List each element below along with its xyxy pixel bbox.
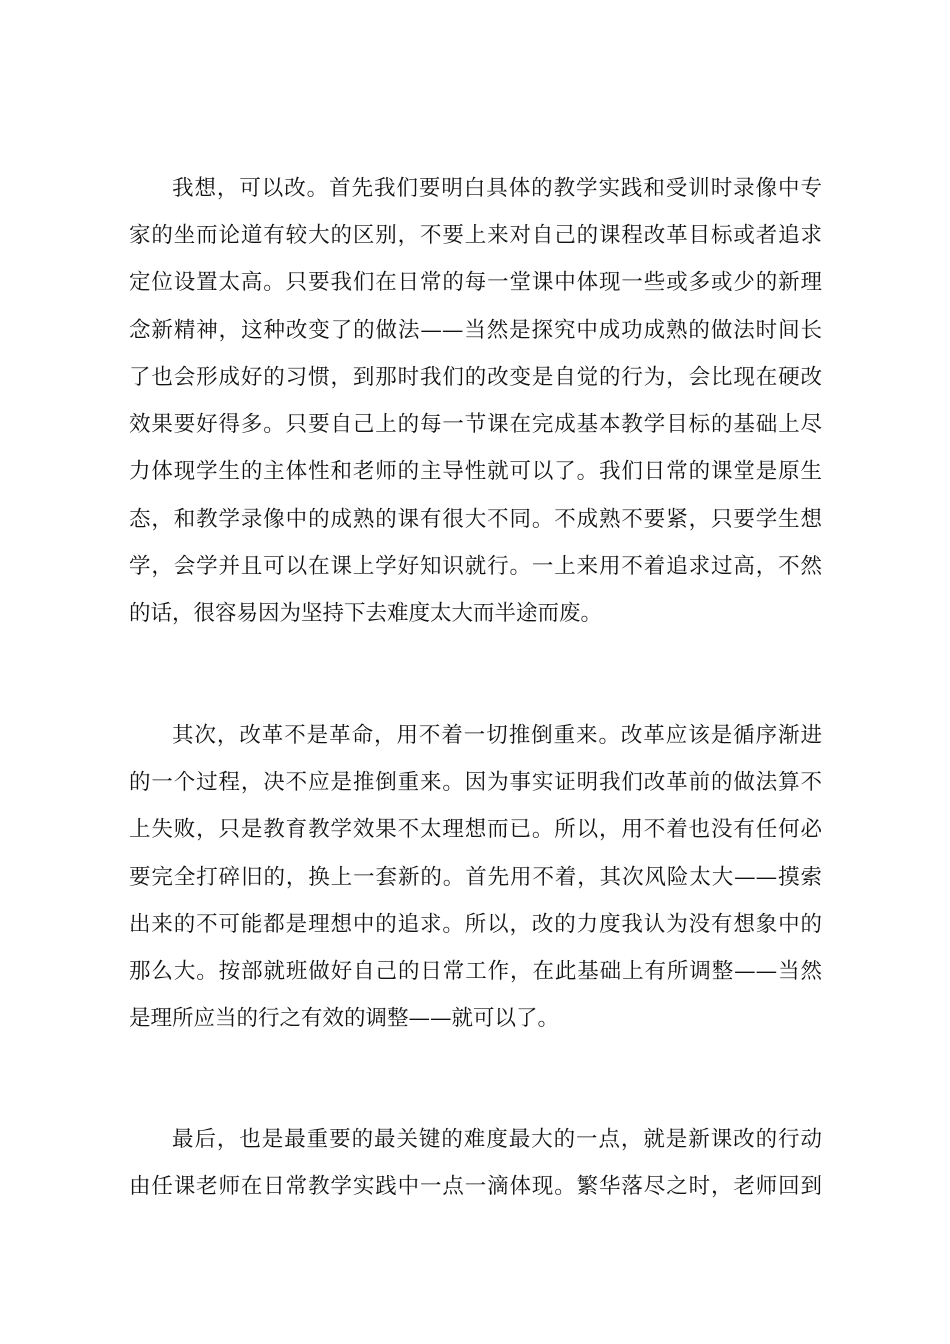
paragraph-line: 的话，很容易因为坚持下去难度太大而半途而废。 xyxy=(129,601,603,626)
paragraph-line: 要完全打碎旧的，换上一套新的。首先用不着，其次风险太大——摸索 xyxy=(129,865,822,890)
paragraph-line: 是理所应当的行之有效的调整——就可以了。 xyxy=(129,1006,560,1031)
paragraph-line: 我想，可以改。首先我们要明白具体的教学实践和受训时录像中专 xyxy=(172,176,822,201)
paragraph-line: 了也会形成好的习惯，到那时我们的改变是自觉的行为，会比现在硬改 xyxy=(129,365,822,390)
paragraph-line: 念新精神，这种改变了的做法——当然是探究中成功成熟的做法时间长 xyxy=(129,318,822,343)
paragraph-line: 最后，也是最重要的最关键的难度最大的一点，就是新课改的行动 xyxy=(172,1127,822,1152)
paragraph-line: 的一个过程，决不应是推倒重来。因为事实证明我们改革前的做法算不 xyxy=(129,770,822,795)
paragraph-line: 由任课老师在日常教学实践中一点一滴体现。繁华落尽之时，老师回到 xyxy=(129,1174,822,1199)
paragraph-line: 学，会学并且可以在课上学好知识就行。一上来用不着追求过高，不然 xyxy=(129,554,822,579)
paragraph-line: 那么大。按部就班做好自己的日常工作，在此基础上有所调整——当然 xyxy=(129,959,822,984)
paragraph-line: 定位设置太高。只要我们在日常的每一堂课中体现一些或多或少的新理 xyxy=(129,270,822,295)
paragraph-line: 家的坐而论道有较大的区别，不要上来对自己的课程改革目标或者追求 xyxy=(129,223,822,248)
paragraph-line: 力体现学生的主体性和老师的主导性就可以了。我们日常的课堂是原生 xyxy=(129,459,822,484)
paragraph-line: 态，和教学录像中的成熟的课有很大不同。不成熟不要紧，只要学生想 xyxy=(129,507,822,532)
paragraph-line: 上失败，只是教育教学效果不太理想而已。所以，用不着也没有任何必 xyxy=(129,817,822,842)
paragraph-line: 其次，改革不是革命，用不着一切推倒重来。改革应该是循序渐进 xyxy=(172,723,822,748)
paragraph-line: 出来的不可能都是理想中的追求。所以，改的力度我认为没有想象中的 xyxy=(129,912,822,937)
paragraph-line: 效果要好得多。只要自己上的每一节课在完成基本教学目标的基础上尽 xyxy=(129,412,822,437)
